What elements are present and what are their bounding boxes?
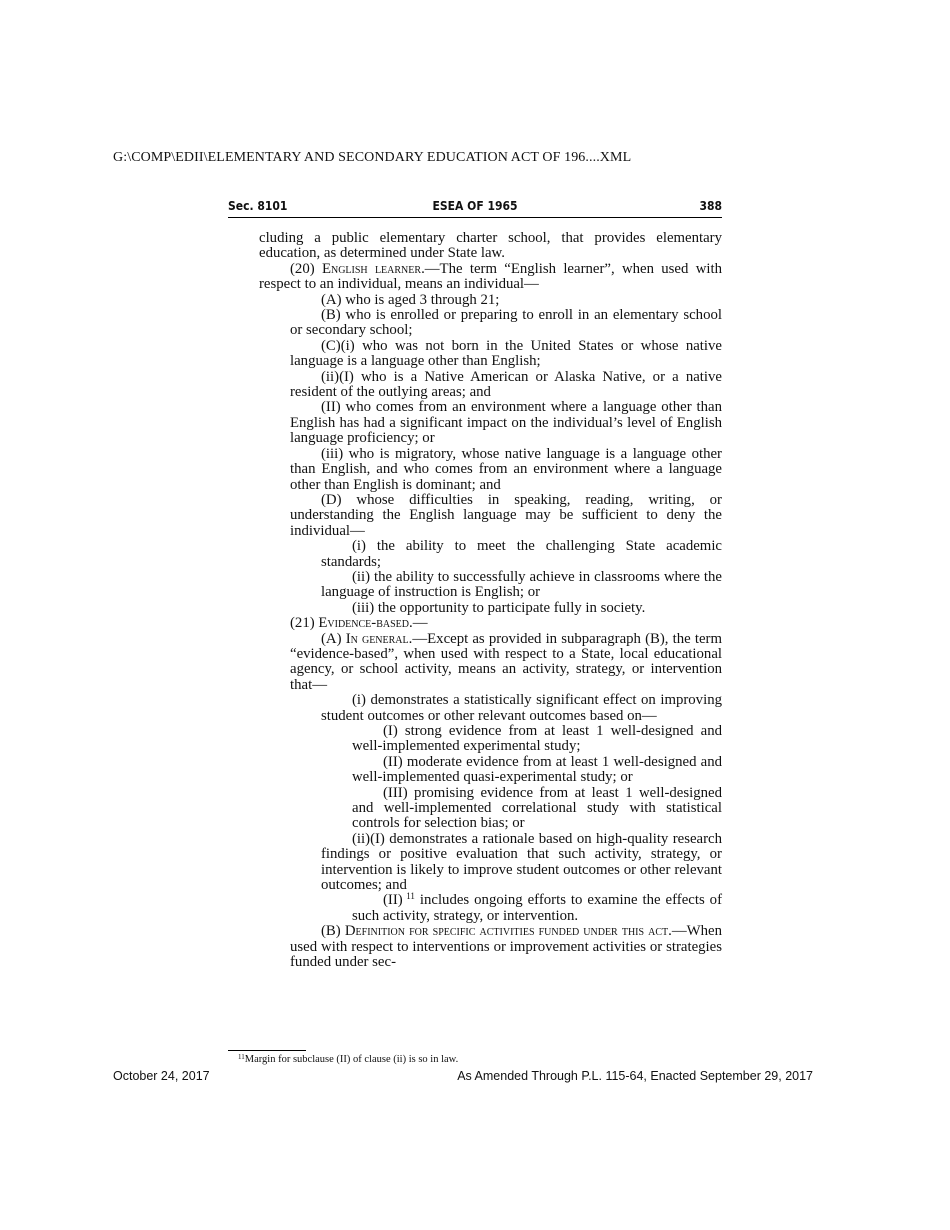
subparagraph-a-in-general (259, 632, 722, 694)
footnote-text: Margin for subclause (II) of clause (ii) is so in law. (244, 1054, 459, 1065)
clause-iii: (iii) who is migratory, whose native language is a language other than English, and who comes from an environment where a language other than English is dominant; and (290, 445, 722, 493)
page-number: 388 (699, 199, 722, 213)
running-head-title: ESEA OF 1965 (432, 199, 518, 213)
footer-amended-through: As Amended Through P.L. 115-64, Enacted September 29, 2017 (457, 1069, 813, 1083)
subclause-a-i-iii: (III) promising evidence from at least 1 well-designed and well-implemented correlational study with statistical controls for selection bias; or (352, 784, 722, 832)
subclause-a-i-i: (I) strong evidence from at least 1 well-designed and well-implemented experimental study; (352, 723, 722, 755)
clause-a-i: (i) demonstrates a statistically significant effect on improving student outcomes or other relevant outcomes based on— (321, 692, 722, 724)
subparagraph-number: (A) (321, 630, 346, 647)
footer-date: October 24, 2017 (113, 1069, 210, 1083)
subparagraph-b: (B) who is enrolled or preparing to enroll in an elementary school or secondary school; (290, 307, 722, 339)
paragraph-number: (20) (290, 260, 322, 277)
footnote (238, 1054, 458, 1065)
subparagraph-d: (D) whose difficulties in speaking, reading, writing, or understanding the English language may be sufficient to deny the individual— (290, 491, 722, 539)
subclause-number: (II) (383, 892, 403, 909)
paragraph-number: (21) (290, 615, 319, 632)
paragraph-21-evidence-based (259, 616, 722, 631)
footnote-marker: 11 (238, 1053, 245, 1061)
clause-a-ii-subclause-i: (ii)(I) demonstrates a rationale based on high-quality research findings or positive evaluation that such activity, strategy, or intervention is likely to improve student outcomes or other relevant outcomes; and (321, 830, 722, 894)
footnote-reference: 11 (402, 891, 415, 902)
footnote-divider (228, 1050, 306, 1051)
subparagraph-a: (A) who is aged 3 through 21; (321, 291, 500, 308)
subparagraph-text: .—Except as provided in subparagraph (B), the term “evidence-based”, when used with respect to a State, local educational agency, or school activity, means an activity, strategy, or intervention that— (290, 630, 722, 693)
subparagraph-number: (B) (321, 923, 345, 940)
running-head (228, 198, 722, 218)
clause-ii-subclause-i: (ii)(I) who is a Native American or Alaska Native, or a native resident of the outlying areas; and (290, 368, 722, 401)
subclause-a-ii-ii (259, 893, 722, 924)
subparagraph-text: .—When used with respect to interventions or improvement activities or strategies funded under sec- (290, 923, 722, 971)
clause-d-iii: (iii) the opportunity to participate fully in society. (352, 599, 646, 616)
paragraph-20-english-learner (259, 262, 722, 293)
paragraph-continuation: cluding a public elementary charter school, that provides elementary education, as determined under State law. (259, 230, 722, 262)
subclause-text: includes ongoing efforts to examine the effects of such activity, strategy, or intervention. (352, 892, 722, 924)
subparagraph-heading: Definition for specific activities funded under this act (344, 923, 669, 940)
subparagraph-b-definition (259, 924, 722, 970)
statute-body (259, 231, 722, 971)
subparagraph-heading: In general (345, 630, 409, 647)
subclause-a-i-ii: (II) moderate evidence from at least 1 well-designed and well-implemented quasi-experimental study; or (352, 753, 722, 786)
paragraph-heading: English learner (321, 260, 422, 277)
file-path: G:\COMP\EDII\ELEMENTARY AND SECONDARY EDUCATION ACT OF 196....XML (113, 150, 632, 165)
subparagraph-c-i: (C)(i) who was not born in the United States or whose native language is a language other than English; (290, 337, 722, 370)
paragraph-text: .— (409, 615, 428, 632)
subclause-ii: (II) who comes from an environment where a language other than English has had a significant impact on the individual’s level of English language proficiency; or (290, 399, 722, 447)
clause-d-ii: (ii) the ability to successfully achieve in classrooms where the language of instruction is English; or (321, 568, 722, 601)
paragraph-heading: Evidence-based (318, 615, 409, 632)
paragraph-text: .—The term “English learner”, when used with respect to an individual, means an individual— (259, 260, 722, 293)
section-number: Sec. 8101 (228, 199, 288, 213)
clause-d-i: (i) the ability to meet the challenging State academic standards; (321, 538, 722, 570)
